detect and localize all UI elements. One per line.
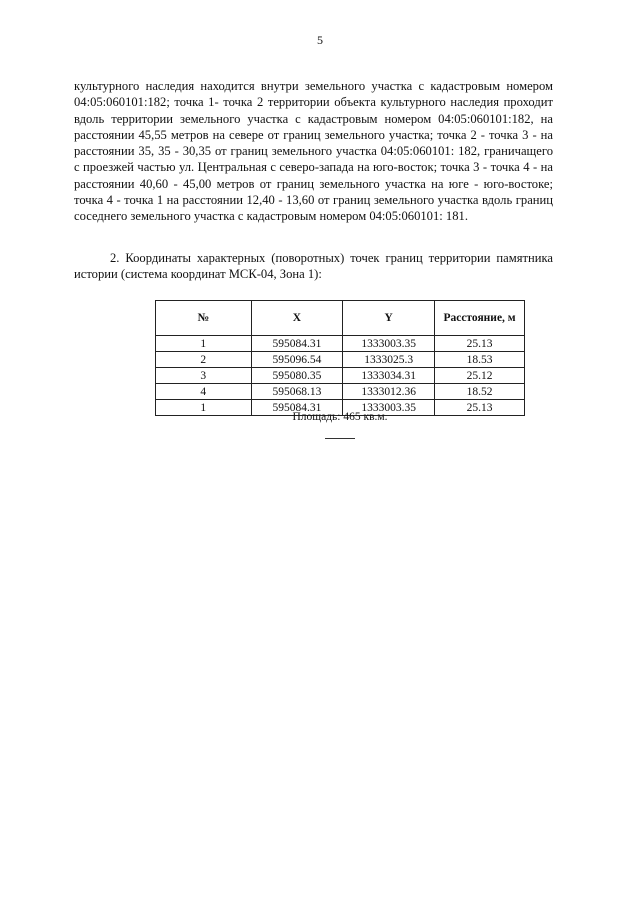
area-note: Площадь: 465 кв.м. [292, 411, 388, 423]
cell-distance: 25.13 [435, 336, 525, 352]
cell-x: 595084.31 [251, 400, 343, 416]
cell-x: 595080.35 [251, 368, 343, 384]
cell-number: 1 [156, 400, 252, 416]
cell-x: 595096.54 [251, 352, 343, 368]
header-distance: Расстояние, м [435, 301, 525, 336]
end-divider [325, 438, 355, 439]
cell-distance: 25.12 [435, 368, 525, 384]
header-number: № [156, 301, 252, 336]
header-y: Y [343, 301, 435, 336]
cell-distance: 18.52 [435, 384, 525, 400]
table-row [156, 352, 525, 368]
cell-y: 1333012.36 [343, 384, 435, 400]
paragraph-coordinates-intro: 2. Координаты характерных (поворотных) точек границ территории памятника истории (система координат МСК-04, Зона 1): [74, 251, 553, 282]
table-header-row [156, 301, 525, 336]
cell-number: 1 [156, 336, 252, 352]
cell-number: 4 [156, 384, 252, 400]
header-x: X [251, 301, 343, 336]
cell-x: 595084.31 [251, 336, 343, 352]
cell-y: 1333025.3 [343, 352, 435, 368]
page-number: 5 [317, 33, 323, 47]
table-row [156, 384, 525, 400]
cell-distance: 25.13 [435, 400, 525, 416]
cell-distance: 18.53 [435, 352, 525, 368]
table-row [156, 336, 525, 352]
cell-y: 1333034.31 [343, 368, 435, 384]
paragraph-heritage-boundaries: культурного наследия находится внутри земельного участка с кадастровым номером 04:05:060101:182; точка 1- точка 2 территории объекта культурного наследия проходит вдоль территории земельного участка с кадастровым номером 04:05:060101:182, на расстоянии 45,55 метров на севере от границ земельного участка; точка 2 - точка 3 - на расстоянии 35, 35 - 30,35 от границ земельного участка 04:05:060101: 182, граничащего с проезжей частью ул. Центральная с северо-запада на юго-восток; точка 3 - точка 4 - на расстоянии 40,60 - 45,00 метров от границ земельного участка на юге - юго-востоке; точка 4 - точка 1 на расстоянии 12,40 - 13,60 от границ земельного участка вдоль границ соседнего земельного участка с кадастровым номером 04:05:060101: 181. [74, 79, 553, 224]
coordinates-table [155, 300, 525, 416]
cell-number: 2 [156, 352, 252, 368]
table-row [156, 368, 525, 384]
cell-number: 3 [156, 368, 252, 384]
cell-x: 595068.13 [251, 384, 343, 400]
cell-y: 1333003.35 [343, 400, 435, 416]
cell-y: 1333003.35 [343, 336, 435, 352]
